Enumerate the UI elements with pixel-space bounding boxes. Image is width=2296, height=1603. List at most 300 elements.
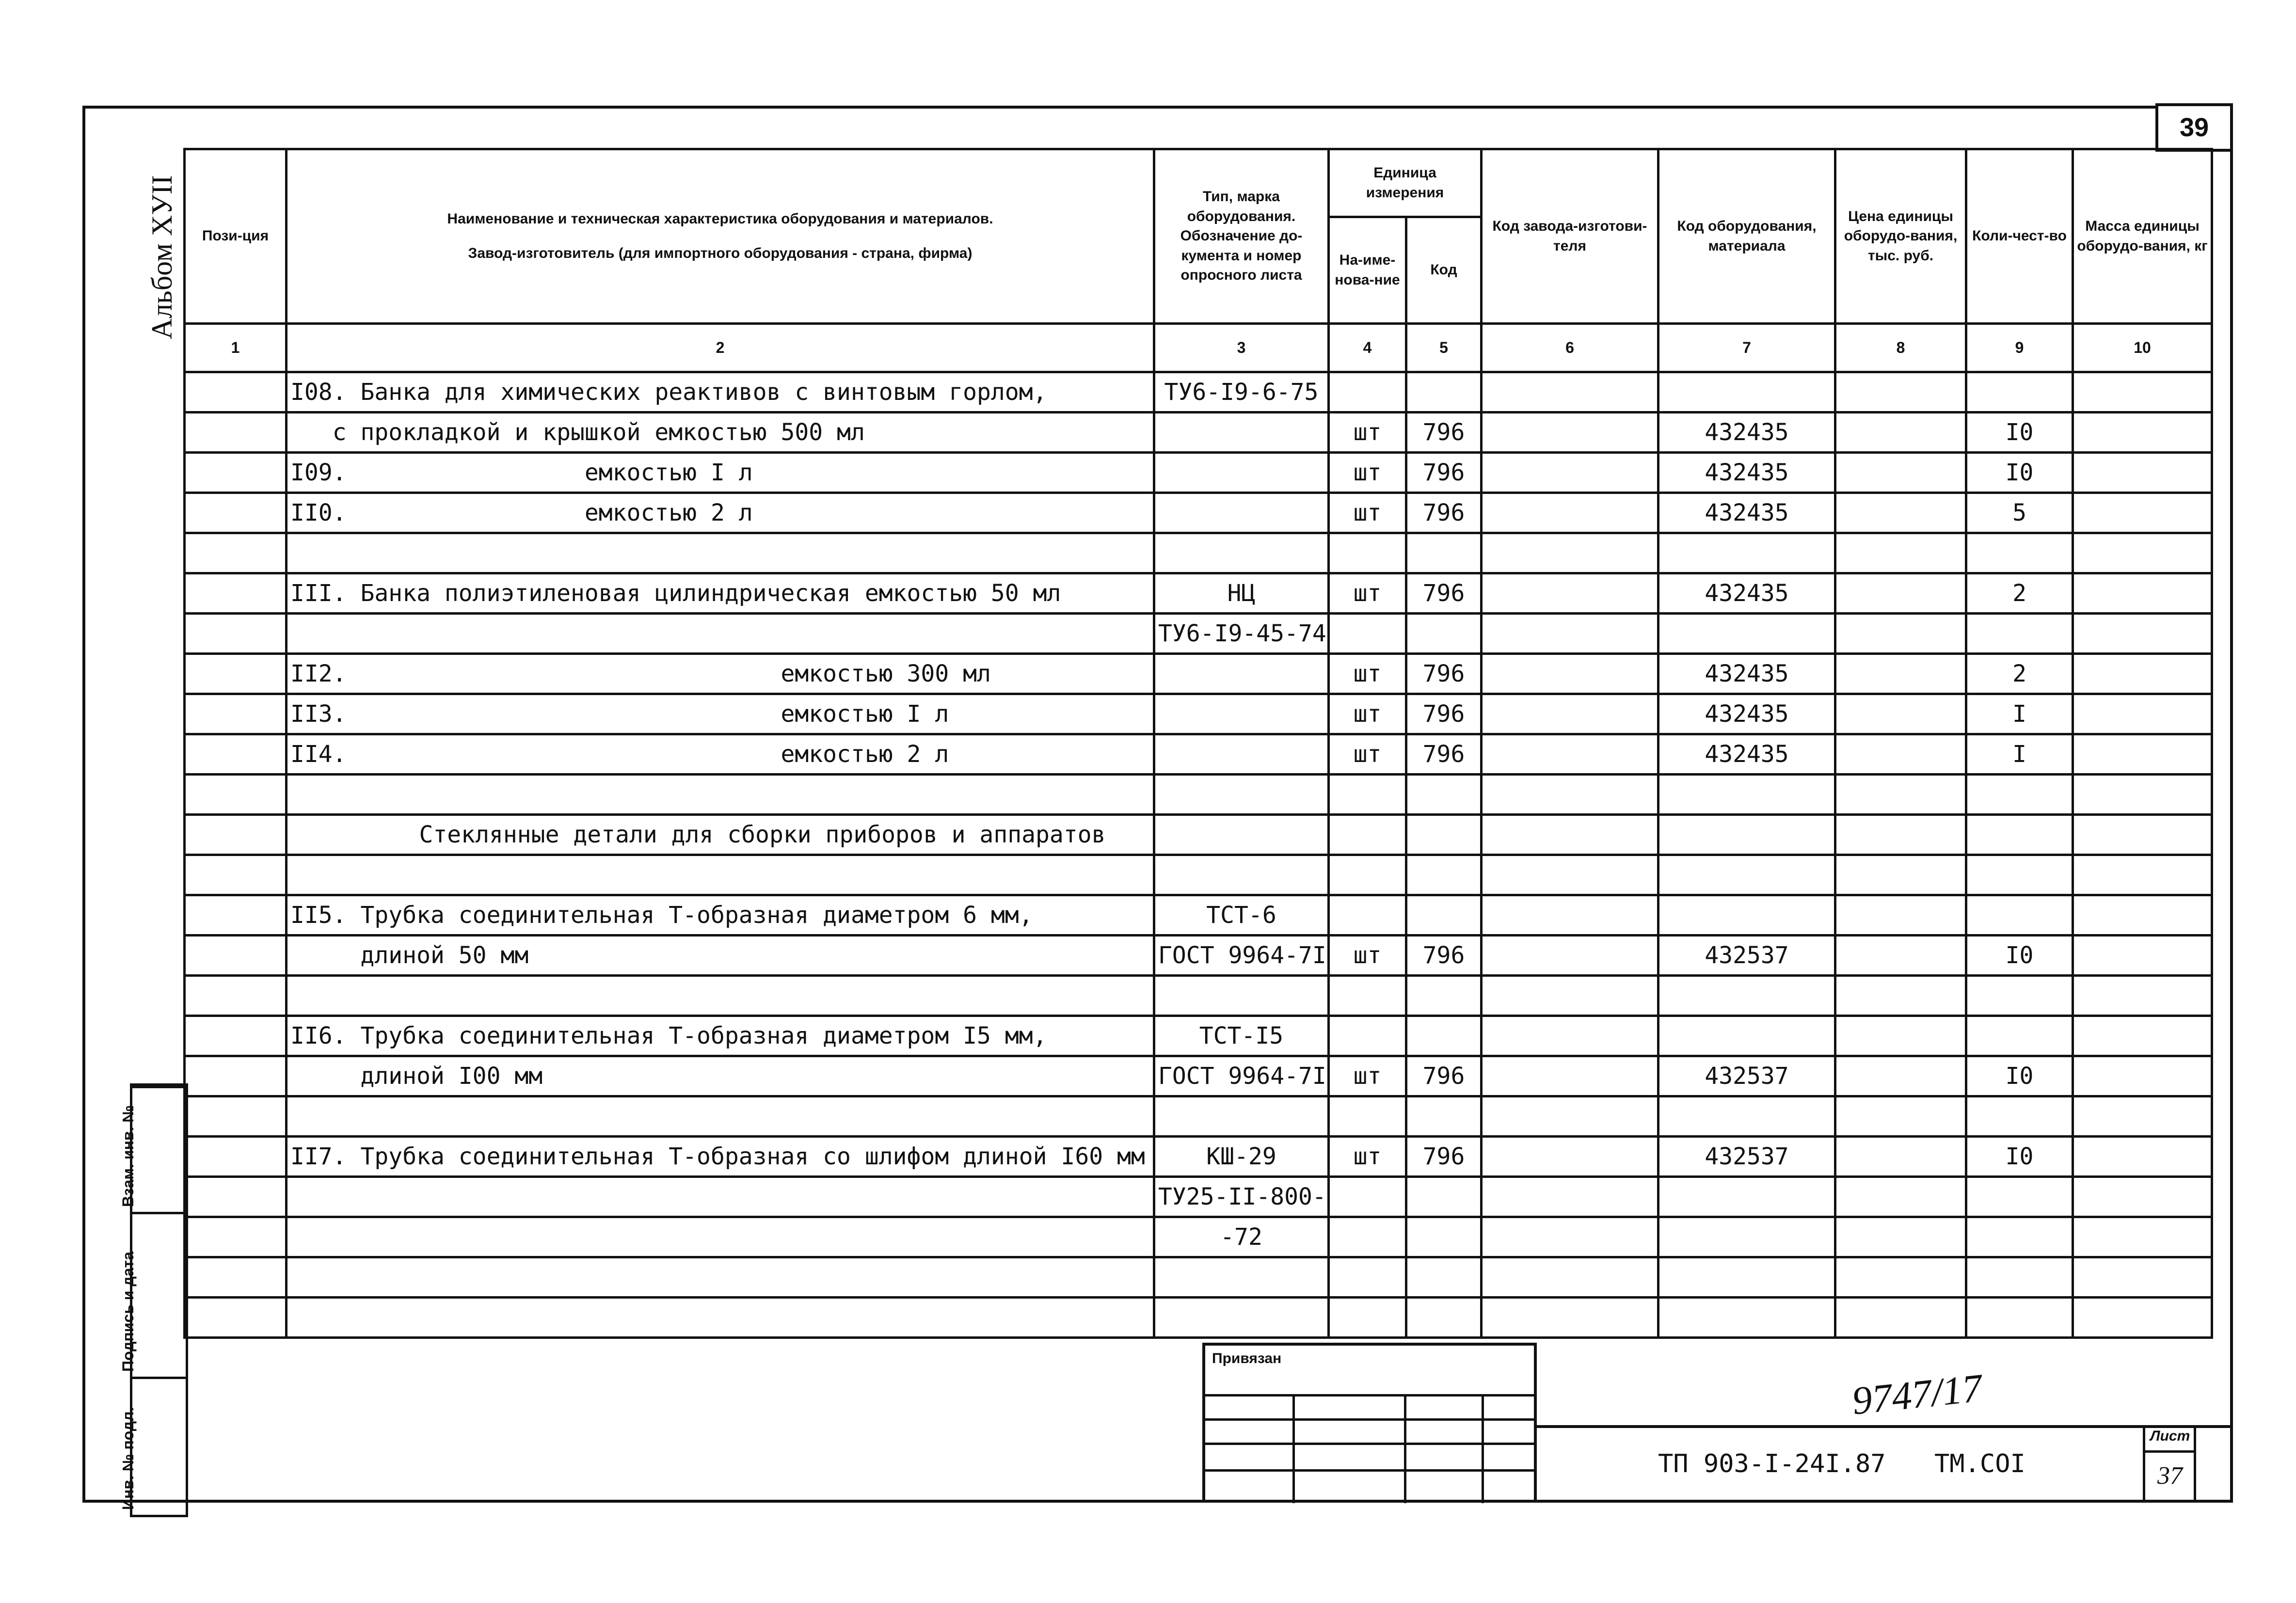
mass-cell <box>2073 372 2212 413</box>
mfr-code-cell <box>1482 1257 1658 1298</box>
mfr-code-cell <box>1482 1177 1658 1217</box>
price-cell <box>1835 1056 1966 1096</box>
document-code: ТМ.COI <box>1934 1449 2025 1478</box>
qty-cell: I <box>1966 694 2073 734</box>
unit-code-cell <box>1406 1096 1482 1137</box>
table-row <box>185 855 2212 895</box>
mass-cell <box>2073 1096 2212 1137</box>
type-cell: ТУ6-I9-6-75 <box>1154 372 1329 413</box>
equip-code-cell <box>1658 1217 1835 1257</box>
mass-cell <box>2073 1056 2212 1096</box>
pos-cell <box>185 775 287 815</box>
name-cell <box>287 1257 1154 1298</box>
unit-code-cell <box>1406 614 1482 654</box>
mass-cell <box>2073 734 2212 775</box>
price-cell <box>1835 895 1966 936</box>
table-row <box>185 815 2212 855</box>
unit-code-cell: 796 <box>1406 654 1482 694</box>
qty-cell: 2 <box>1966 573 2073 614</box>
unit-cell <box>1329 775 1406 815</box>
pos-cell <box>185 976 287 1016</box>
unit-code-cell: 796 <box>1406 493 1482 533</box>
unit-code-cell: 796 <box>1406 573 1482 614</box>
name-cell <box>287 976 1154 1016</box>
type-cell <box>1154 976 1329 1016</box>
price-cell <box>1835 413 1966 453</box>
colnum: 7 <box>1658 324 1835 372</box>
name-cell: III. Банка полиэтиленовая цилиндрическая емкостью 50 мл <box>287 573 1154 614</box>
side-cell-inv-podl <box>119 1377 186 1515</box>
binding-stamp <box>1202 1343 1537 1503</box>
unit-code-cell: 796 <box>1406 694 1482 734</box>
unit-cell: шт <box>1329 654 1406 694</box>
table-row <box>185 493 2212 533</box>
type-cell <box>1154 1257 1329 1298</box>
grid-line <box>1205 1469 1535 1472</box>
type-cell <box>1154 654 1329 694</box>
qty-cell <box>1966 1257 2073 1298</box>
equip-code-cell <box>1658 1257 1835 1298</box>
name-cell <box>287 1177 1154 1217</box>
name-cell: II3. емкостью I л <box>287 694 1154 734</box>
document-number: ТП 903-I-24I.87 <box>1658 1449 1886 1478</box>
pos-cell <box>185 614 287 654</box>
equip-code-cell <box>1658 533 1835 573</box>
equip-code-cell <box>1658 614 1835 654</box>
name-cell: с прокладкой и крышкой емкостью 500 мл <box>287 413 1154 453</box>
unit-code-cell <box>1406 815 1482 855</box>
type-cell: ГОСТ 9964-7I <box>1154 936 1329 976</box>
equip-code-cell: 432435 <box>1658 694 1835 734</box>
colnum: 6 <box>1482 324 1658 372</box>
qty-cell: I0 <box>1966 1056 2073 1096</box>
type-cell: -72 <box>1154 1217 1329 1257</box>
name-cell <box>287 1298 1154 1338</box>
equip-code-cell: 432435 <box>1658 573 1835 614</box>
name-cell: II5. Трубка соединительная Т-образная диаметром 6 мм, <box>287 895 1154 936</box>
name-cell <box>287 1217 1154 1257</box>
table-row <box>185 976 2212 1016</box>
price-cell <box>1835 533 1966 573</box>
table-row <box>185 1137 2212 1177</box>
hdr-pos: Пози-ция <box>185 149 287 324</box>
qty-cell <box>1966 614 2073 654</box>
mass-cell <box>2073 1177 2212 1217</box>
type-cell: НЦ <box>1154 573 1329 614</box>
pos-cell <box>185 895 287 936</box>
table-row <box>185 1298 2212 1338</box>
mfr-code-cell <box>1482 734 1658 775</box>
type-cell <box>1154 493 1329 533</box>
equip-code-cell: 432537 <box>1658 1056 1835 1096</box>
side-cell-inv-vzam <box>119 1086 186 1212</box>
unit-cell <box>1329 815 1406 855</box>
qty-cell: I <box>1966 734 2073 775</box>
qty-cell: 2 <box>1966 654 2073 694</box>
colnum: 4 <box>1329 324 1406 372</box>
mass-cell <box>2073 573 2212 614</box>
name-cell <box>287 855 1154 895</box>
grid-line <box>1482 1394 1484 1503</box>
equip-code-cell <box>1658 1177 1835 1217</box>
price-cell <box>1835 1257 1966 1298</box>
name-cell: Стеклянные детали для сборки приборов и аппаратов <box>287 815 1154 855</box>
name-cell: II4. емкостью 2 л <box>287 734 1154 775</box>
price-cell <box>1835 1137 1966 1177</box>
qty-cell <box>1966 815 2073 855</box>
mass-cell <box>2073 1137 2212 1177</box>
table-row <box>185 533 2212 573</box>
side-stamp <box>119 1083 188 1517</box>
unit-cell: шт <box>1329 1056 1406 1096</box>
hdr-mfr-code: Код завода-изготови-теля <box>1482 149 1658 324</box>
pos-cell <box>185 1217 287 1257</box>
table-row <box>185 1217 2212 1257</box>
hdr-name <box>287 149 1154 324</box>
unit-code-cell: 796 <box>1406 1056 1482 1096</box>
table-row <box>185 694 2212 734</box>
equip-code-cell <box>1658 1016 1835 1056</box>
qty-cell <box>1966 976 2073 1016</box>
mfr-code-cell <box>1482 1298 1658 1338</box>
pos-cell <box>185 573 287 614</box>
unit-code-cell <box>1406 533 1482 573</box>
mfr-code-cell <box>1482 815 1658 855</box>
price-cell <box>1835 1177 1966 1217</box>
equip-code-cell <box>1658 372 1835 413</box>
unit-code-cell <box>1406 1016 1482 1056</box>
mass-cell <box>2073 1016 2212 1056</box>
unit-cell <box>1329 1298 1406 1338</box>
price-cell <box>1835 936 1966 976</box>
colnum: 9 <box>1966 324 2073 372</box>
mass-cell <box>2073 413 2212 453</box>
table-row <box>185 936 2212 976</box>
table-row <box>185 413 2212 453</box>
price-cell <box>1835 453 1966 493</box>
sheet-box <box>2143 1425 2196 1503</box>
equip-code-cell <box>1658 1298 1835 1338</box>
equip-code-cell: 432435 <box>1658 493 1835 533</box>
hdr-qty: Коли-чест-во <box>1966 149 2073 324</box>
pos-cell <box>185 654 287 694</box>
pos-cell <box>185 1016 287 1056</box>
type-cell <box>1154 533 1329 573</box>
table-row <box>185 1257 2212 1298</box>
unit-code-cell <box>1406 855 1482 895</box>
mfr-code-cell <box>1482 694 1658 734</box>
grid-line <box>1292 1394 1295 1503</box>
mfr-code-cell <box>1482 895 1658 936</box>
unit-cell <box>1329 1016 1406 1056</box>
qty-cell: I0 <box>1966 453 2073 493</box>
mfr-code-cell <box>1482 1096 1658 1137</box>
table-row <box>185 1096 2212 1137</box>
colnum: 2 <box>287 324 1154 372</box>
equip-code-cell: 432537 <box>1658 936 1835 976</box>
table-row <box>185 775 2212 815</box>
unit-cell <box>1329 1096 1406 1137</box>
pos-cell <box>185 815 287 855</box>
mass-cell <box>2073 654 2212 694</box>
unit-cell: шт <box>1329 936 1406 976</box>
price-cell <box>1835 694 1966 734</box>
unit-cell <box>1329 372 1406 413</box>
hdr-name-line2: Завод-изготовитель (для импортного оборудования - страна, фирма) <box>468 245 973 261</box>
equip-code-cell: 432435 <box>1658 654 1835 694</box>
unit-cell: шт <box>1329 413 1406 453</box>
equip-code-cell: 432537 <box>1658 1137 1835 1177</box>
table-row <box>185 1016 2212 1056</box>
pos-cell <box>185 734 287 775</box>
mfr-code-cell <box>1482 372 1658 413</box>
unit-cell: шт <box>1329 493 1406 533</box>
grid-line <box>2145 1450 2194 1453</box>
mfr-code-cell <box>1482 1016 1658 1056</box>
mass-cell <box>2073 1217 2212 1257</box>
mfr-code-cell <box>1482 614 1658 654</box>
colnum: 5 <box>1406 324 1482 372</box>
type-cell <box>1154 1096 1329 1137</box>
unit-cell <box>1329 614 1406 654</box>
type-cell <box>1154 815 1329 855</box>
unit-cell: шт <box>1329 453 1406 493</box>
unit-cell <box>1329 895 1406 936</box>
unit-cell <box>1329 533 1406 573</box>
price-cell <box>1835 1217 1966 1257</box>
mfr-code-cell <box>1482 855 1658 895</box>
name-cell: I09. емкостью I л <box>287 453 1154 493</box>
equip-code-cell <box>1658 775 1835 815</box>
qty-cell <box>1966 1016 2073 1056</box>
unit-code-cell <box>1406 372 1482 413</box>
type-cell: ТУ25-II-800- <box>1154 1177 1329 1217</box>
unit-code-cell <box>1406 895 1482 936</box>
unit-cell <box>1329 1217 1406 1257</box>
qty-cell <box>1966 1177 2073 1217</box>
name-cell: I08. Банка для химических реактивов с винтовым горлом, <box>287 372 1154 413</box>
type-cell <box>1154 855 1329 895</box>
mass-cell <box>2073 1298 2212 1338</box>
mass-cell <box>2073 453 2212 493</box>
name-cell <box>287 533 1154 573</box>
mfr-code-cell <box>1482 1056 1658 1096</box>
unit-code-cell <box>1406 1257 1482 1298</box>
mfr-code-cell <box>1482 413 1658 453</box>
pos-cell <box>185 1137 287 1177</box>
unit-code-cell <box>1406 775 1482 815</box>
mass-cell <box>2073 694 2212 734</box>
colnum: 3 <box>1154 324 1329 372</box>
table-row <box>185 573 2212 614</box>
mass-cell <box>2073 1257 2212 1298</box>
type-cell: ТСТ-6 <box>1154 895 1329 936</box>
binding-label: Привязан <box>1212 1350 1282 1366</box>
mass-cell <box>2073 533 2212 573</box>
unit-code-cell: 796 <box>1406 734 1482 775</box>
price-cell <box>1835 573 1966 614</box>
name-cell: II7. Трубка соединительная Т-образная со шлифом длиной I60 мм <box>287 1137 1154 1177</box>
qty-cell <box>1966 1217 2073 1257</box>
unit-cell: шт <box>1329 573 1406 614</box>
hdr-mass: Масса единицы оборудо-вания, кг <box>2073 149 2212 324</box>
mass-cell <box>2073 895 2212 936</box>
hdr-type: Тип, марка оборудования. Обозначение до-кумента и номер опросного листа <box>1154 149 1329 324</box>
unit-code-cell: 796 <box>1406 453 1482 493</box>
name-cell: длиной I00 мм <box>287 1056 1154 1096</box>
colnum: 10 <box>2073 324 2212 372</box>
column-number-row <box>185 324 2212 372</box>
equip-code-cell <box>1658 855 1835 895</box>
pos-cell <box>185 372 287 413</box>
mass-cell <box>2073 855 2212 895</box>
qty-cell <box>1966 855 2073 895</box>
grid-line <box>1205 1394 1535 1397</box>
pos-cell <box>185 453 287 493</box>
mfr-code-cell <box>1482 453 1658 493</box>
name-cell <box>287 775 1154 815</box>
pos-cell <box>185 936 287 976</box>
pos-cell <box>185 1298 287 1338</box>
side-label: Взам. инв. № <box>119 1105 137 1207</box>
price-cell <box>1835 1298 1966 1338</box>
price-cell <box>1835 1096 1966 1137</box>
table-row <box>185 1177 2212 1217</box>
pos-cell <box>185 413 287 453</box>
price-cell <box>1835 815 1966 855</box>
hdr-unit-name: На-име-нова-ние <box>1329 217 1406 324</box>
header-row <box>185 149 2212 217</box>
table-row <box>185 654 2212 694</box>
unit-code-cell <box>1406 1177 1482 1217</box>
qty-cell <box>1966 775 2073 815</box>
mfr-code-cell <box>1482 493 1658 533</box>
page-number: 39 <box>2155 103 2233 152</box>
price-cell <box>1835 855 1966 895</box>
name-cell: II2. емкостью 300 мл <box>287 654 1154 694</box>
hdr-equip-code: Код оборудования, материала <box>1658 149 1835 324</box>
type-cell <box>1154 775 1329 815</box>
equip-code-cell <box>1658 895 1835 936</box>
unit-code-cell <box>1406 1298 1482 1338</box>
handwritten-inventory-number: 9747/17 <box>1850 1365 1984 1423</box>
qty-cell: I0 <box>1966 1137 2073 1177</box>
equip-code-cell: 432435 <box>1658 413 1835 453</box>
pos-cell <box>185 694 287 734</box>
mfr-code-cell <box>1482 1217 1658 1257</box>
mfr-code-cell <box>1482 533 1658 573</box>
type-cell <box>1154 1298 1329 1338</box>
qty-cell: 5 <box>1966 493 2073 533</box>
mfr-code-cell <box>1482 976 1658 1016</box>
type-cell: ТСТ-I5 <box>1154 1016 1329 1056</box>
price-cell <box>1835 493 1966 533</box>
pos-cell <box>185 855 287 895</box>
equip-code-cell <box>1658 815 1835 855</box>
grid-line <box>1205 1443 1535 1445</box>
qty-cell: I0 <box>1966 413 2073 453</box>
equip-code-cell <box>1658 1096 1835 1137</box>
album-label: Альбом XУII <box>146 175 178 339</box>
mass-cell <box>2073 614 2212 654</box>
sheet-label: Лист <box>2150 1428 2190 1444</box>
type-cell: ГОСТ 9964-7I <box>1154 1056 1329 1096</box>
type-cell: ТУ6-I9-45-74 <box>1154 614 1329 654</box>
unit-code-cell: 796 <box>1406 1137 1482 1177</box>
qty-cell <box>1966 372 2073 413</box>
name-cell: II0. емкостью 2 л <box>287 493 1154 533</box>
pos-cell <box>185 1056 287 1096</box>
qty-cell <box>1966 1096 2073 1137</box>
equip-code-cell <box>1658 976 1835 1016</box>
mfr-code-cell <box>1482 936 1658 976</box>
unit-cell <box>1329 976 1406 1016</box>
unit-cell: шт <box>1329 1137 1406 1177</box>
price-cell <box>1835 775 1966 815</box>
mass-cell <box>2073 493 2212 533</box>
unit-cell <box>1329 1257 1406 1298</box>
price-cell <box>1835 654 1966 694</box>
qty-cell <box>1966 533 2073 573</box>
pos-cell <box>185 1177 287 1217</box>
colnum: 8 <box>1835 324 1966 372</box>
unit-cell: шт <box>1329 694 1406 734</box>
colnum: 1 <box>185 324 287 372</box>
pos-cell <box>185 533 287 573</box>
table-row <box>185 895 2212 936</box>
hdr-price: Цена единицы оборудо-вания, тыс. руб. <box>1835 149 1966 324</box>
table-row <box>185 453 2212 493</box>
mass-cell <box>2073 815 2212 855</box>
side-label: Подпись и дата <box>119 1252 137 1372</box>
equip-code-cell: 432435 <box>1658 453 1835 493</box>
pos-cell <box>185 1096 287 1137</box>
price-cell <box>1835 372 1966 413</box>
unit-cell <box>1329 1177 1406 1217</box>
unit-cell: шт <box>1329 734 1406 775</box>
pos-cell <box>185 1257 287 1298</box>
price-cell <box>1835 614 1966 654</box>
table-row <box>185 1056 2212 1096</box>
grid-line <box>1404 1394 1406 1503</box>
table-row <box>185 372 2212 413</box>
unit-code-cell <box>1406 976 1482 1016</box>
type-cell <box>1154 694 1329 734</box>
type-cell <box>1154 413 1329 453</box>
mfr-code-cell <box>1482 654 1658 694</box>
name-cell <box>287 1096 1154 1137</box>
type-cell: КШ-29 <box>1154 1137 1329 1177</box>
type-cell <box>1154 453 1329 493</box>
qty-cell: I0 <box>1966 936 2073 976</box>
type-cell <box>1154 734 1329 775</box>
mass-cell <box>2073 936 2212 976</box>
name-cell <box>287 614 1154 654</box>
unit-code-cell: 796 <box>1406 413 1482 453</box>
sheet-number: 37 <box>2157 1462 2183 1490</box>
price-cell <box>1835 976 1966 1016</box>
specification-table <box>183 148 2213 1339</box>
mfr-code-cell <box>1482 1137 1658 1177</box>
name-cell: II6. Трубка соединительная Т-образная диаметром I5 мм, <box>287 1016 1154 1056</box>
table-row <box>185 614 2212 654</box>
equip-code-cell: 432435 <box>1658 734 1835 775</box>
unit-cell <box>1329 855 1406 895</box>
pos-cell <box>185 493 287 533</box>
mfr-code-cell <box>1482 775 1658 815</box>
table-row <box>185 734 2212 775</box>
price-cell <box>1835 734 1966 775</box>
